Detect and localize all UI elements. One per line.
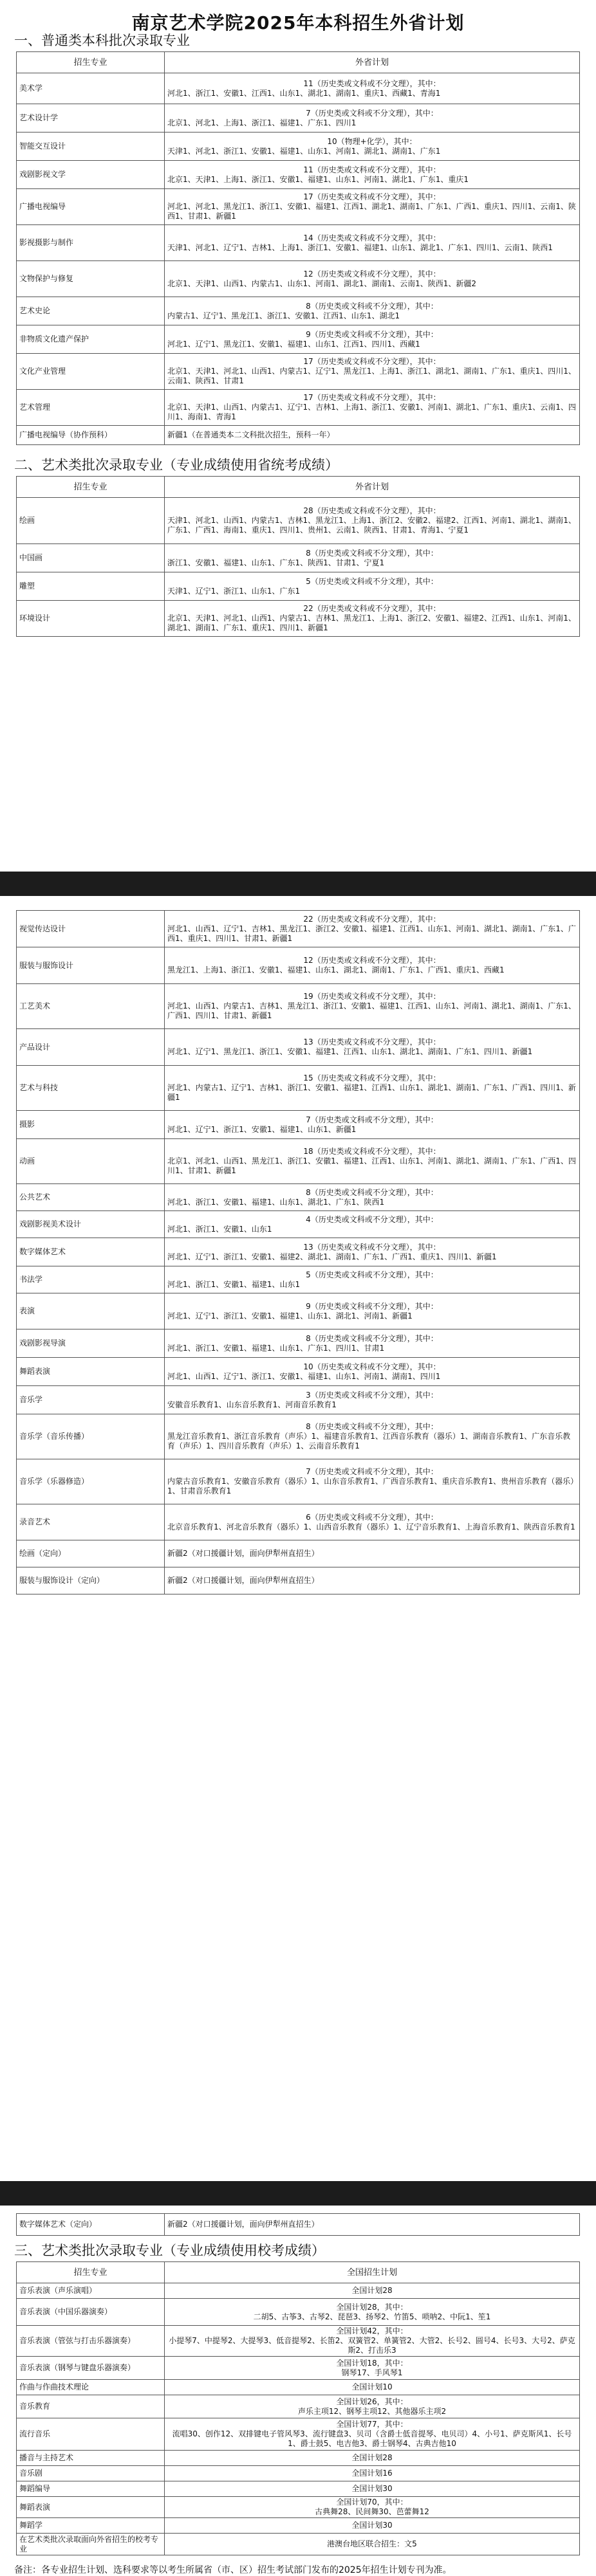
table-body-section-2 (17, 498, 580, 637)
table-body-section-3 (17, 2283, 580, 2555)
plan-detail: 钢琴17、手风琴1 (341, 2368, 403, 2377)
plan-cell (165, 2395, 580, 2418)
table-header-row (17, 2262, 580, 2283)
plan-detail: 河北1、浙江1、安徽1、山东1 (167, 1224, 272, 1234)
plan-detail: 北京1、天津1、上海1、浙江1、安徽1、福建1、山东1、河南1、湖北1、广东1、重庆1 (167, 174, 469, 184)
table-row (17, 1504, 580, 1540)
major-name: 艺术设计学 (17, 104, 165, 132)
major-name: 摄影 (17, 1111, 165, 1139)
plan-detail: 北京1、天津1、河北1、山西1、内蒙古1、辽宁1、黑龙江1、上海1、浙江1、湖北1、湖南1、广东1、重庆1、四川1、云南1、陕西1、甘肃1 (167, 367, 576, 385)
page-sheet-3 (0, 2206, 596, 2575)
plan-cell (165, 1329, 580, 1358)
table-section-2-continued (16, 910, 580, 1594)
major-name: 服装与服饰设计（定向） (17, 1567, 165, 1594)
plan-cell (165, 1029, 580, 1066)
plan-cell (165, 2380, 580, 2395)
plan-total: 5（历史类或文科或不分文理），其中： (306, 1270, 438, 1279)
plan-detail: 北京1、河北1、上海1、浙江1、福建1、广东1、四川1 (167, 118, 357, 127)
plan-total: 12（历史类或文科或不分文理），其中： (303, 956, 441, 965)
plan-cell (165, 104, 580, 132)
plan-total: 全国计划26，其中： (336, 2397, 408, 2406)
page-sheet-1 (0, 0, 596, 872)
major-name: 音乐教育 (17, 2395, 165, 2418)
plan-cell (165, 390, 580, 426)
plan-total: 22（历史类或文科或不分文理），其中： (303, 604, 441, 613)
major-name: 数字媒体艺术 (17, 1238, 165, 1266)
plan-cell (165, 2418, 580, 2451)
table-row (17, 544, 580, 572)
plan-cell (165, 2214, 580, 2236)
major-name: 绘画 (17, 498, 165, 544)
table-row (17, 261, 580, 297)
plan-total: 全国计划28 (351, 2453, 393, 2462)
plan-detail: 新疆2（对口援疆计划，面向伊犁州直招生） (167, 1549, 319, 1558)
plan-total: 5（历史类或文科或不分文理），其中： (306, 576, 438, 586)
major-name: 产品设计 (17, 1029, 165, 1066)
plan-cell (165, 1459, 580, 1504)
table-row (17, 2380, 580, 2395)
table-row (17, 161, 580, 189)
plan-detail: 新疆2（对口援疆计划，面向伊犁州直招生） (167, 1576, 319, 1585)
table-row (17, 104, 580, 132)
table-row (17, 2214, 580, 2236)
plan-total: 11（历史类或文科或不分文理），其中： (303, 78, 441, 88)
plan-cell (165, 1266, 580, 1293)
table-row (17, 2299, 580, 2326)
table-row (17, 1211, 580, 1238)
plan-total: 全国计划18，其中： (336, 2358, 408, 2368)
plan-cell (165, 73, 580, 104)
plan-total: 8（历史类或文科或不分文理），其中： (306, 1187, 438, 1197)
table-row (17, 1459, 580, 1504)
plan-cell (165, 132, 580, 161)
plan-detail: 河北1、山西1、内蒙古1、吉林1、黑龙江1、浙江1、安徽1、福建1、江西1、山东1、河南1、湖北1、湖南1、广东1、广西1、四川1、甘肃1、新疆1 (167, 1001, 576, 1020)
table-row (17, 189, 580, 225)
major-name: 作曲与作曲技术理论 (17, 2380, 165, 2395)
table-row (17, 2357, 580, 2380)
plan-detail: 北京音乐教育1、河北音乐教育（器乐）1、山西音乐教育（器乐）1、辽宁音乐教育1、上海音乐教育1、陕西音乐教育1 (167, 1522, 575, 1531)
plan-cell (165, 2518, 580, 2534)
plan-total: 全国计划30 (351, 2484, 393, 2493)
plan-total: 全国计划30 (351, 2521, 393, 2530)
plan-cell (165, 1238, 580, 1266)
major-name: 广播电视编导 (17, 189, 165, 225)
major-name: 音乐表演（声乐演唱） (17, 2283, 165, 2299)
plan-detail: 内蒙古音乐教育1、安徽音乐教育（器乐）1、山东音乐教育1、广西音乐教育1、重庆音乐教育1、贵州音乐教育（器乐）1、甘肃音乐教育1 (167, 1477, 575, 1495)
major-name: 艺术史论 (17, 297, 165, 325)
plan-total: 7（历史类或文科或不分文理），其中： (306, 1115, 438, 1124)
plan-cell (165, 2326, 580, 2357)
plan-total: 28（历史类或文科或不分文理），其中： (303, 506, 441, 515)
col-header-major: 招生专业 (17, 52, 165, 73)
footnote: 备注：各专业招生计划、选科要求等以考生所属省（市、区）招生考试部门发布的2025年招生计划专刊为准。 (14, 2565, 452, 2575)
plan-cell (165, 2283, 580, 2299)
col-header-major: 招生专业 (17, 2262, 165, 2283)
plan-detail: 河北1、山西1、辽宁1、吉林1、黑龙江1、浙江2、安徽1、福建1、江西1、山东1、河南1、湖北1、湖南1、广东1、广西1、重庆1、四川1、甘肃1、新疆1 (167, 924, 576, 943)
table-row (17, 2518, 580, 2534)
table-row (17, 1358, 580, 1386)
plan-detail: 二胡5、古筝3、古琴2、琵琶3、扬琴2、竹笛5、唢呐2、中阮1、笙1 (253, 2312, 491, 2321)
plan-detail: 新疆1（在普通类本二文科批次招生，预科一年） (167, 430, 335, 439)
table-row (17, 2418, 580, 2451)
plan-cell (165, 161, 580, 189)
plan-cell (165, 189, 580, 225)
major-name: 影视摄影与制作 (17, 225, 165, 261)
plan-cell (165, 2451, 580, 2466)
plan-total: 13（历史类或文科或不分文理），其中： (303, 1242, 441, 1252)
table-row (17, 498, 580, 544)
table-row (17, 426, 580, 445)
table-row (17, 1066, 580, 1111)
plan-detail: 黑龙江1、上海1、浙江1、安徽1、福建1、山东1、湖北1、湖南1、广东1、广西1、重庆1、西藏1 (167, 965, 505, 974)
table-body-section-2-continued (17, 911, 580, 1594)
plan-detail: 河北1、辽宁1、黑龙江1、浙江1、安徽1、福建1、江西1、山东1、湖北1、湖南1、广东1、四川1、新疆1 (167, 1047, 533, 1056)
plan-detail: 天津1、河北1、山西1、内蒙古1、吉林1、黑龙江1、上海1、浙江2、安徽2、福建2、江西1、河南1、湖北1、湖南1、广东1、广西1、海南1、重庆1、四川1、贵州1、云南1、陕西1、甘肃1、青海1、宁夏1 (167, 516, 576, 534)
major-name: 动画 (17, 1139, 165, 1184)
table-body-section-1 (17, 73, 580, 445)
plan-cell (165, 1540, 580, 1567)
table-row (17, 1329, 580, 1358)
table-header-row (17, 477, 580, 498)
plan-cell (165, 426, 580, 445)
table-row (17, 1266, 580, 1293)
major-name: 雕塑 (17, 572, 165, 601)
table-row (17, 911, 580, 947)
plan-cell (165, 572, 580, 601)
plan-detail: 天津1、河北1、浙江1、安徽1、福建1、山东1、河南1、湖北1、湖南1、广东1 (167, 146, 441, 156)
plan-detail: 古典舞28、民间舞30、芭蕾舞12 (315, 2507, 429, 2516)
plan-total: 12（历史类或文科或不分文理），其中： (303, 269, 441, 279)
plan-detail: 浙江1、安徽1、福建1、山东1、广东1、陕西1、甘肃1、宁夏1 (167, 558, 385, 567)
plan-detail: 河北1、河北1、黑龙江1、浙江1、安徽1、福建1、江西1、湖北1、湖南1、广东1、广西1、重庆1、四川1、云南1、陕西1、甘肃1、新疆1 (167, 202, 576, 221)
plan-total: 17（历史类或文科或不分文理），其中： (303, 357, 441, 366)
major-name: 戏剧影视导演 (17, 1329, 165, 1358)
table-row (17, 132, 580, 161)
plan-cell (165, 601, 580, 637)
table-row (17, 354, 580, 390)
plan-total: 19（历史类或文科或不分文理），其中： (303, 992, 441, 1001)
page-separator (0, 2181, 596, 2206)
plan-cell (165, 2534, 580, 2555)
plan-total: 9（历史类或文科或不分文理），其中： (306, 1301, 438, 1311)
table-row (17, 2395, 580, 2418)
major-name: 音乐学 (17, 1386, 165, 1414)
plan-total: 17（历史类或文科或不分文理），其中： (303, 192, 441, 201)
plan-total: 7（历史类或文科或不分文理），其中： (306, 108, 438, 118)
section-heading-3: 三、艺术类批次录取专业（专业成绩使用校考成绩） (14, 2243, 325, 2258)
plan-detail: 河北1、辽宁1、浙江1、安徽1、福建1、山东1、湖北1、河南1、新疆1 (167, 1311, 413, 1320)
plan-cell (165, 1358, 580, 1386)
table-row (17, 1567, 580, 1594)
major-name: 广播电视编导（协作预科） (17, 426, 165, 445)
plan-cell (165, 2497, 580, 2518)
major-name: 录音艺术 (17, 1504, 165, 1540)
plan-cell (165, 1211, 580, 1238)
major-name: 舞蹈编导 (17, 2481, 165, 2497)
table-row (17, 2451, 580, 2466)
major-name: 音乐表演（管弦与打击乐器演奏） (17, 2326, 165, 2357)
plan-cell (165, 297, 580, 325)
page-title: 南京艺术学院2025年本科招生外省计划 (131, 12, 465, 33)
table-row (17, 225, 580, 261)
plan-detail: 天津1、辽宁1、浙江1、山东1、广东1 (167, 586, 301, 596)
table-row (17, 1238, 580, 1266)
table-row (17, 572, 580, 601)
major-name: 戏剧影视美术设计 (17, 1211, 165, 1238)
plan-total: 8（历史类或文科或不分文理），其中： (306, 1333, 438, 1343)
table-row (17, 2497, 580, 2518)
table-header-row (17, 52, 580, 73)
plan-total: 14（历史类或文科或不分文理），其中： (303, 233, 441, 242)
table-row (17, 1386, 580, 1414)
table-section-2-tail (16, 2213, 580, 2236)
plan-cell (165, 1184, 580, 1211)
table-row (17, 1029, 580, 1066)
plan-cell (165, 2299, 580, 2326)
plan-cell (165, 2466, 580, 2481)
plan-cell (165, 2357, 580, 2380)
plan-cell (165, 1386, 580, 1414)
major-name: 非物质文化遗产保护 (17, 325, 165, 354)
table-row (17, 1293, 580, 1329)
major-name: 书法学 (17, 1266, 165, 1293)
table-row (17, 984, 580, 1029)
plan-detail: 新疆2（对口援疆计划，面向伊犁州直招生） (167, 2220, 319, 2229)
plan-total: 6（历史类或文科或不分文理），其中： (306, 1512, 438, 1522)
major-name: 数字媒体艺术（定向） (17, 2214, 165, 2236)
table-body-section-2-tail (17, 2214, 580, 2236)
plan-total: 全国计划28，其中： (336, 2302, 408, 2312)
table-row (17, 1139, 580, 1184)
plan-total: 10（历史类或文科或不分文理），其中： (303, 1362, 441, 1371)
table-section-2 (16, 476, 580, 637)
table-row (17, 947, 580, 984)
plan-total: 全国计划10 (351, 2382, 393, 2391)
table-row (17, 1111, 580, 1139)
major-name: 在艺术类批次录取面向外省招生的校考专业 (17, 2534, 165, 2555)
plan-detail: 安徽音乐教育1、山东音乐教育1、河南音乐教育1 (167, 1400, 337, 1409)
table-row (17, 2466, 580, 2481)
plan-total: 7（历史类或文科或不分文理），其中： (306, 1467, 438, 1476)
plan-total: 10（物理+化学），其中： (327, 136, 417, 146)
table-row (17, 2283, 580, 2299)
plan-detail: 天津1、河北1、辽宁1、吉林1、上海1、浙江1、安徽1、福建1、山东1、湖北1、广东1、四川1、云南1、陕西1 (167, 242, 553, 252)
plan-detail: 北京1、天津1、山西1、内蒙古1、辽宁1、吉林1、上海1、浙江1、安徽1、河南1、湖北1、广东1、重庆1、云南1、四川1、海南1、青海1 (167, 403, 576, 421)
plan-total: 全国计划42，其中： (336, 2326, 408, 2335)
major-name: 戏剧影视文学 (17, 161, 165, 189)
plan-total: 8（历史类或文科或不分文理），其中： (306, 301, 438, 311)
plan-detail: 河北1、辽宁1、黑龙江1、安徽1、福建1、山东1、江西1、四川1、西藏1 (167, 339, 420, 349)
plan-total: 17（历史类或文科或不分文理），其中： (303, 393, 441, 402)
major-name: 舞蹈表演 (17, 2497, 165, 2518)
major-name: 艺术与科技 (17, 1066, 165, 1111)
plan-detail: 北京1、天津1、山西1、内蒙古1、山东1、河南1、湖北1、湖南1、云南1、陕西1、新疆2 (167, 279, 476, 288)
plan-cell (165, 1139, 580, 1184)
plan-cell (165, 1567, 580, 1594)
major-name: 文物保护与修复 (17, 261, 165, 297)
major-name: 音乐表演（中国乐器演奏） (17, 2299, 165, 2326)
plan-total: 全国计划70，其中： (336, 2498, 408, 2507)
plan-total: 18（历史类或文科或不分文理），其中： (303, 1147, 441, 1156)
table-row (17, 601, 580, 637)
plan-detail: 河北1、浙江1、安徽1、福建1、山东1 (167, 1279, 301, 1289)
plan-detail: 河北1、辽宁1、浙江1、安徽1、福建2、湖北1、湖南1、广东1、广西1、重庆1、四川1、新疆1 (167, 1252, 497, 1261)
section-heading-2: 二、艺术类批次录取专业（专业成绩使用省统考成绩） (14, 457, 339, 473)
col-header-plan: 全国招生计划 (165, 2262, 580, 2283)
major-name: 服装与服饰设计 (17, 947, 165, 984)
table-row (17, 1540, 580, 1567)
plan-cell (165, 1066, 580, 1111)
major-name: 音乐学（乐器修造） (17, 1459, 165, 1504)
plan-cell (165, 984, 580, 1029)
plan-total: 15（历史类或文科或不分文理），其中： (303, 1073, 441, 1082)
plan-cell (165, 225, 580, 261)
plan-total: 8（历史类或文科或不分文理），其中： (306, 1422, 438, 1431)
plan-detail: 黑龙江音乐教育1、浙江音乐教育（声乐）1、福建音乐教育1、江西音乐教育（器乐）1、湖南音乐教育1、广东音乐教育（声乐）1、四川音乐教育（声乐）1、云南音乐教育1 (167, 1432, 571, 1450)
major-name: 舞蹈表演 (17, 1358, 165, 1386)
plan-total: 13（历史类或文科或不分文理），其中： (303, 1037, 441, 1046)
major-name: 视觉传达设计 (17, 911, 165, 947)
plan-detail: 河北1、辽宁1、浙江1、安徽1、福建1、山东1、新疆1 (167, 1124, 357, 1134)
plan-cell (165, 354, 580, 390)
major-name: 音乐表演（钢琴与键盘乐器演奏） (17, 2357, 165, 2380)
plan-total: 港澳台地区联合招生：文5 (327, 2539, 417, 2548)
plan-cell (165, 261, 580, 297)
plan-detail: 流唱30、创作12、双排键电子管风琴3、流行键盘3、贝司（含爵士低音提琴、电贝司）4、小号1、萨克斯风1、长号1、爵士鼓5、电吉他3、爵士钢琴4、古典吉他10 (172, 2429, 572, 2448)
major-name: 音乐剧 (17, 2466, 165, 2481)
plan-cell (165, 947, 580, 984)
plan-cell (165, 544, 580, 572)
major-name: 中国画 (17, 544, 165, 572)
major-name: 工艺美术 (17, 984, 165, 1029)
plan-cell (165, 911, 580, 947)
table-row (17, 1414, 580, 1459)
table-row (17, 1184, 580, 1211)
section-heading-1: 一、普通类本科批次录取专业 (14, 33, 190, 48)
major-name: 舞蹈学 (17, 2518, 165, 2534)
table-row (17, 325, 580, 354)
plan-total: 9（历史类或文科或不分文理），其中： (306, 329, 438, 339)
plan-detail: 河北1、山西1、辽宁1、浙江1、安徽1、福建1、山东1、河南1、湖南1、四川1 (167, 1371, 441, 1381)
plan-total: 3（历史类或文科或不分文理），其中： (306, 1390, 438, 1400)
table-row (17, 297, 580, 325)
plan-cell (165, 1414, 580, 1459)
major-name: 播音与主持艺术 (17, 2451, 165, 2466)
plan-detail: 河北1、浙江1、安徽1、福建1、山东1、湖北1、广东1、陕西1 (167, 1197, 385, 1207)
page-separator (0, 872, 596, 896)
major-name: 公共艺术 (17, 1184, 165, 1211)
major-name: 艺术管理 (17, 390, 165, 426)
plan-detail: 河北1、浙江1、安徽1、江西1、山东1、湖北1、湖南1、重庆1、西藏1、青海1 (167, 88, 441, 98)
major-name: 环境设计 (17, 601, 165, 637)
plan-total: 全国计划77，其中： (336, 2420, 408, 2429)
major-name: 绘画（定向） (17, 1540, 165, 1567)
major-name: 文化产业管理 (17, 354, 165, 390)
table-row (17, 73, 580, 104)
major-name: 美术学 (17, 73, 165, 104)
major-name: 音乐学（音乐传播） (17, 1414, 165, 1459)
col-header-major: 招生专业 (17, 477, 165, 498)
plan-total: 全国计划16 (351, 2469, 393, 2478)
plan-cell (165, 2481, 580, 2497)
plan-cell (165, 1504, 580, 1540)
plan-detail: 北京1、天津1、河北1、山西1、内蒙古1、吉林1、黑龙江1、上海1、浙江2、安徽1、福建2、江西1、山东1、河南1、湖北1、湖南1、广东1、重庆1、四川1、新疆1 (167, 614, 576, 632)
plan-total: 22（历史类或文科或不分文理），其中： (303, 914, 441, 924)
plan-detail: 小提琴7、中提琴2、大提琴3、低音提琴2、长笛2、双簧管2、单簧管2、大管2、长号2、圆号4、长号3、大号2、萨克斯2、打击乐3 (169, 2336, 575, 2355)
table-section-3 (16, 2261, 580, 2555)
plan-cell (165, 498, 580, 544)
plan-detail: 河北1、浙江1、安徽1、福建1、山东1、广东1、四川1、甘肃1 (167, 1343, 385, 1353)
plan-detail: 河北1、内蒙古1、辽宁1、吉林1、浙江1、安徽1、福建1、江西1、山东1、湖北1、湖南1、广东1、广西1、四川1、新疆1 (167, 1083, 576, 1102)
table-row (17, 2326, 580, 2357)
plan-detail: 北京1、河北1、山西1、黑龙江1、浙江1、安徽1、福建1、江西1、山东1、河南1、湖北1、湖南1、广东1、广西1、四川1、甘肃1、新疆1 (167, 1156, 576, 1175)
plan-cell (165, 325, 580, 354)
col-header-plan: 外省计划 (165, 52, 580, 73)
table-row (17, 2481, 580, 2497)
table-row (17, 390, 580, 426)
major-name: 流行音乐 (17, 2418, 165, 2451)
plan-cell (165, 1111, 580, 1139)
plan-total: 8（历史类或文科或不分文理），其中： (306, 548, 438, 558)
plan-detail: 声乐主项12、钢琴主项12、其他器乐主项2 (297, 2406, 447, 2416)
table-section-1 (16, 51, 580, 445)
plan-total: 11（历史类或文科或不分文理），其中： (303, 165, 441, 174)
table-row (17, 2534, 580, 2555)
major-name: 智能交互设计 (17, 132, 165, 161)
page-sheet-2 (0, 896, 596, 2181)
plan-total: 4（历史类或文科或不分文理），其中： (306, 1214, 438, 1224)
col-header-plan: 外省计划 (165, 477, 580, 498)
plan-detail: 内蒙古1、辽宁1、黑龙江1、浙江1、安徽1、江西1、山东1、湖北1 (167, 311, 400, 320)
plan-total: 全国计划28 (351, 2286, 393, 2295)
plan-cell (165, 1293, 580, 1329)
major-name: 表演 (17, 1293, 165, 1329)
